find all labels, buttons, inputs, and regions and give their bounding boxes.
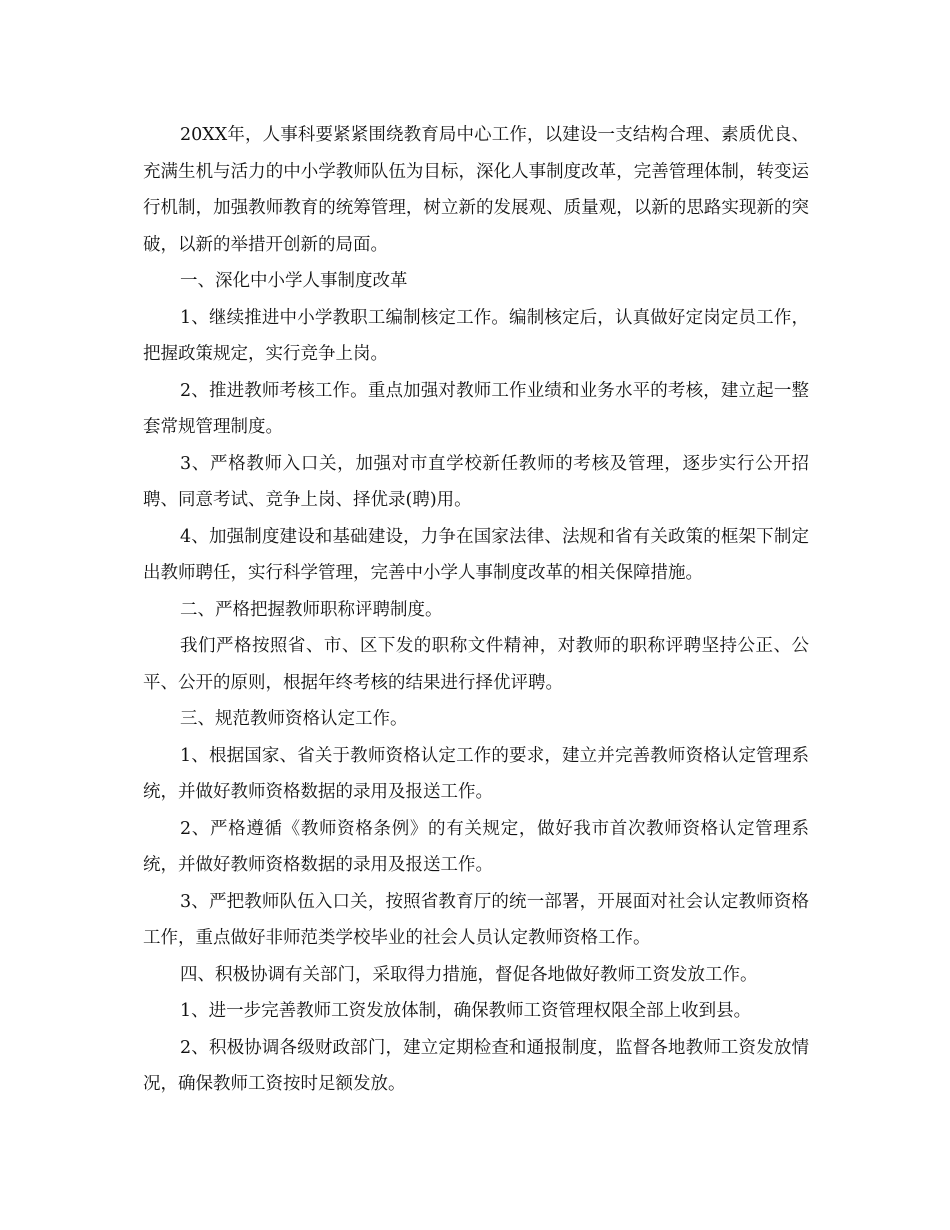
list-item: 1、进一步完善教师工资发放体制，确保教师工资管理权限全部上收到县。 <box>180 1001 752 1021</box>
list-item: 4、加强制度建设和基础建设，力争在国家法律、法规和省有关政策的框架下制定出教师聘任，实行科学管理，完善中小学人事制度改革的相关保障措施。 <box>143 526 809 583</box>
list-item: 3、严把教师队伍入口关，按照省教育厅的统一部署，开展面对社会认定教师资格工作，重点做好非师范类学校毕业的社会人员认定教师资格工作。 <box>143 891 809 948</box>
section-heading-2: 二、严格把握教师职称评聘制度。 <box>180 599 443 620</box>
list-item: 1、继续推进中小学教职工编制核定工作。编制核定后，认真做好定岗定员工作，把握政策规定，实行竞争上岗。 <box>143 307 809 364</box>
section-heading-1: 一、深化中小学人事制度改革 <box>180 271 408 291</box>
document-body <box>143 117 809 1103</box>
list-item: 3、严格教师入口关，加强对市直学校新任教师的考核及管理，逐步实行公开招聘、同意考试、竞争上岗、择优录(聘)用。 <box>143 453 809 510</box>
list-item: 2、推进教师考核工作。重点加强对教师工作业绩和业务水平的考核，建立起一整套常规管理制度。 <box>143 380 809 437</box>
section-heading-3: 三、规范教师资格认定工作。 <box>180 709 408 729</box>
list-item: 2、积极协调各级财政部门，建立定期检查和通报制度，监督各地教师工资发放情况，确保教师工资按时足额发放。 <box>143 1037 809 1094</box>
body-paragraph: 我们严格按照省、市、区下发的职称文件精神，对教师的职称评聘坚持公正、公平、公开的原则，根据年终考核的结果进行择优评聘。 <box>143 636 809 693</box>
section-heading-4: 四、积极协调有关部门，采取得力措施，督促各地做好教师工资发放工作。 <box>180 964 758 985</box>
list-item: 2、严格遵循《教师资格条例》的有关规定，做好我市首次教师资格认定管理系统，并做好教师资格数据的录用及报送工作。 <box>143 818 809 875</box>
list-item: 1、根据国家、省关于教师资格认定工作的要求，建立并完善教师资格认定管理系统，并做好教师资格数据的录用及报送工作。 <box>143 745 809 802</box>
intro-paragraph: 20XX年，人事科要紧紧围绕教育局中心工作，以建设一支结构合理、素质优良、充满生机与活力的中小学教师队伍为目标，深化人事制度改革，完善管理体制，转变运行机制，加强教师教育的统筹管理，树立新的发展观、质量观，以新的思路实现新的突破，以新的举措开创新的局面。 <box>143 125 809 255</box>
